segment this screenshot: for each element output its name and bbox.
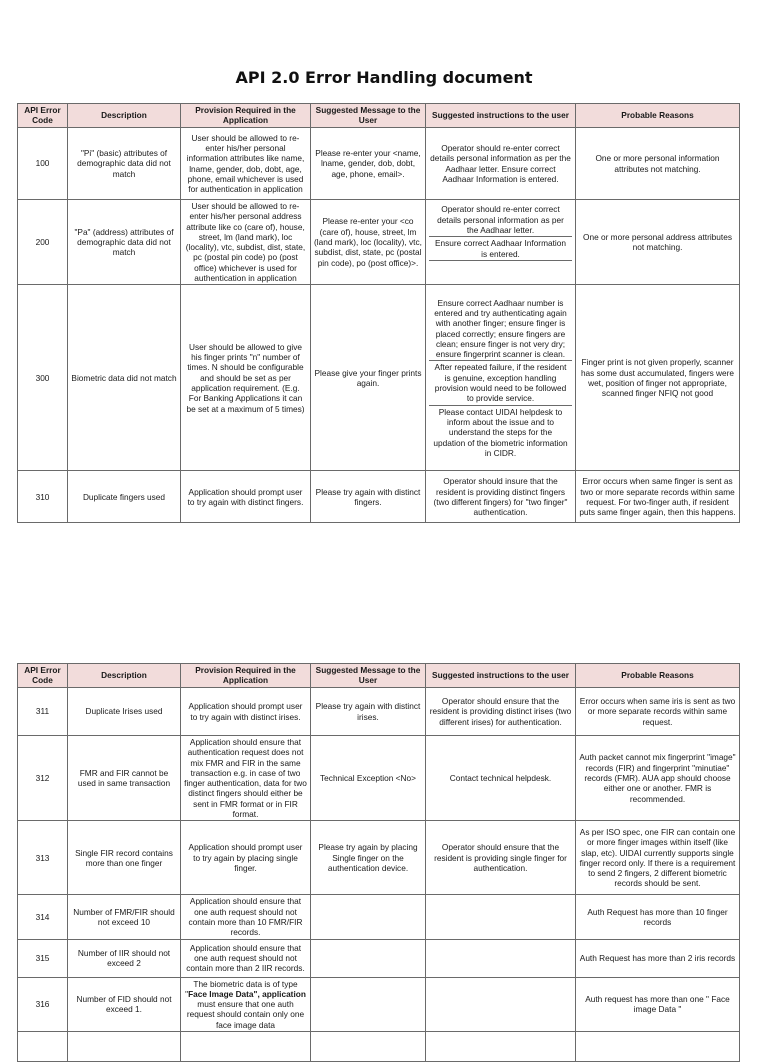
table-row [18,285,740,471]
error-code: 100 [18,128,68,200]
provision-text: The biometric data is of type " [185,978,298,999]
header-suggested-message: Suggested Message to the User [311,664,426,688]
error-table-1 [17,103,740,523]
provision-required: User should be allowed to give his finger prints "n" number of times. N should be configurable and should be set as per application requirement. (E.g. For Banking Applications it can be set at a maximum of 5 times) [181,285,311,471]
provision-required: User should be allowed to re-enter his/her personal information attributes like name, lname, gender, dob, dobt, age, phone, email whichever is used for authentication in application [181,128,311,200]
header-suggested-instructions: Suggested instructions to the user [426,104,576,128]
header-suggested-message: Suggested Message to the User [311,104,426,128]
table-row [18,471,740,523]
suggested-instruction [426,977,576,1031]
provision-required: Application should ensure that authentication request does not mix FMR and FIR in the same transaction e.g. in case of two finger authentication, data for two distinct fingers should either be sent in FMR format or in FIR format. [181,736,311,821]
suggested-message: Please try again by placing Single finger on the authentication device. [311,821,426,895]
suggested-instruction [426,939,576,977]
table-cell [68,1032,181,1062]
suggested-instruction: After repeated failure, if the resident is genuine, exception handling provision would need to be followed to provide service. [429,361,572,405]
error-description: "Pi" (basic) attributes of demographic data did not match [68,128,181,200]
probable-reasons: Finger print is not given properly, scanner has some dust accumulated, fingers were wet, position of finger not appropriate, scanned finger NFIQ not good [576,285,740,471]
error-code: 315 [18,939,68,977]
suggested-message [311,895,426,939]
suggested-message: Technical Exception <No> [311,736,426,821]
suggested-instruction: Operator should insure that the resident is providing distinct fingers (two different fingers) for "two finger" authentication. [426,471,576,523]
provision-required: Application should prompt user to try again with distinct fingers. [181,471,311,523]
error-code: 311 [18,688,68,736]
probable-reasons: Auth Request has more than 10 finger records [576,895,740,939]
suggested-instruction: Operator should ensure that the resident is providing distinct irises (two different irises) for authentication. [426,688,576,736]
table-row [18,200,740,285]
error-code: 312 [18,736,68,821]
error-description: Duplicate fingers used [68,471,181,523]
header-provision: Provision Required in the Application [181,104,311,128]
probable-reasons: Error occurs when same iris is sent as two or more separate records within same request. [576,688,740,736]
error-code: 200 [18,200,68,285]
error-description: "Pa" (address) attributes of demographic data did not match [68,200,181,285]
error-description: Biometric data did not match [68,285,181,471]
provision-required: User should be allowed to re-enter his/her personal address attribute like co (care of), house, street, lm (land mark), loc (locality), vtc, subdist, dist, state, pc (postal pin code) po (post office) whichever is used for authentication in application [181,200,311,285]
suggested-instruction: Please contact UIDAI helpdesk to inform about the issue and to understand the steps for the updation of the biometric information in CIDR. [433,406,568,458]
suggested-message: Please give your finger prints again. [311,285,426,471]
table-cell [576,1032,740,1062]
header-suggested-instructions: Suggested instructions to the user [426,664,576,688]
suggested-message [311,977,426,1031]
suggested-instruction: Ensure correct Aadhaar number is entered and try authenticating again with another finger; ensure finger is placed correctly; ensure fingers are clean; ensure finger is not very dry; ensure fingerprint scanner is clean. [429,297,572,362]
suggested-instruction: Operator should ensure that the resident is providing single finger for authentication. [426,821,576,895]
header-provision: Provision Required in the Application [181,664,311,688]
error-code: 300 [18,285,68,471]
suggested-instruction [429,261,572,281]
table-row [18,736,740,821]
probable-reasons: Auth packet cannot mix fingerprint "image" records (FIR) and fingerprint "minutiae" records (FMR). AUA app should choose either one or another. FMR is recommended. [576,736,740,821]
suggested-message [311,939,426,977]
table-row [18,1032,740,1062]
table-row [18,895,740,939]
table-cell [311,1032,426,1062]
table-row [18,821,740,895]
provision-required [181,977,311,1031]
header-api-error-code: API Error Code [18,104,68,128]
suggested-message: Please re-enter your <name, lname, gender, dob, dobt, age, phone, email>. [311,128,426,200]
probable-reasons: Auth Request has more than 2 iris records [576,939,740,977]
error-description: Number of FMR/FIR should not exceed 10 [68,895,181,939]
error-description: Single FIR record contains more than one finger [68,821,181,895]
suggested-message: Please re-enter your <co (care of), house, street, lm (land mark), loc (locality), vtc, subdist, dist, state, pc (postal pin code), po (post office)>. [311,200,426,285]
header-api-error-code: API Error Code [18,664,68,688]
provision-required: Application should prompt user to try again with distinct irises. [181,688,311,736]
provision-text-bold: Face Image Data", application [188,988,306,999]
table-row [18,688,740,736]
error-code: 313 [18,821,68,895]
provision-required: Application should ensure that one auth request should not contain more than 2 IIR records. [181,939,311,977]
error-description: Duplicate Irises used [68,688,181,736]
error-description: Number of FID should not exceed 1. [68,977,181,1031]
error-code: 316 [18,977,68,1031]
error-table-2 [17,663,740,1062]
table-cell [426,1032,576,1062]
probable-reasons: One or more personal address attributes not matching. [576,200,740,285]
provision-required: Application should ensure that one auth request should not contain more than 10 FMR/FIR records. [181,895,311,939]
provision-text: must ensure that one auth request should contain only one face image data [186,999,305,1030]
probable-reasons: Error occurs when same finger is sent as two or more separate records within same request. For two-finger auth, if resident puts same finger again, then this happens. [576,471,740,523]
suggested-instruction: Contact technical helpdesk. [426,736,576,821]
suggested-instructions [426,200,576,285]
suggested-instruction: Operator should re-enter correct details personal information as per the Aadhaar letter. [429,203,572,237]
provision-required: Application should prompt user to try again by placing single finger. [181,821,311,895]
document-title: API 2.0 Error Handling document [235,68,533,87]
error-description: FMR and FIR cannot be used in same transaction [68,736,181,821]
error-code: 310 [18,471,68,523]
table-row [18,939,740,977]
probable-reasons: One or more personal information attributes not matching. [576,128,740,200]
header-probable-reasons: Probable Reasons [576,664,740,688]
header-probable-reasons: Probable Reasons [576,104,740,128]
suggested-instruction [426,895,576,939]
table-row [18,977,740,1031]
error-code: 314 [18,895,68,939]
suggested-instruction: Operator should re-enter correct details personal information as per the Aadhaar letter. Ensure correct Aadhaar Information is entered. [426,128,576,200]
error-description: Number of IIR should not exceed 2 [68,939,181,977]
suggested-instructions [426,285,576,471]
table-cell [18,1032,68,1062]
suggested-message: Please try again with distinct irises. [311,688,426,736]
header-description: Description [68,664,181,688]
table-row [18,128,740,200]
suggested-message: Please try again with distinct fingers. [311,471,426,523]
table-cell [181,1032,311,1062]
probable-reasons: As per ISO spec, one FIR can contain one or more finger images within itself (like slap, etc). UIDAI currently supports single finger record only. If there is a requirement to send 2 fingers, 2 different biometric records should be sent. [576,821,740,895]
suggested-instruction: Ensure correct Aadhaar Information is entered. [429,237,572,261]
header-description: Description [68,104,181,128]
probable-reasons: Auth request has more than one " Face image Data " [576,977,740,1031]
